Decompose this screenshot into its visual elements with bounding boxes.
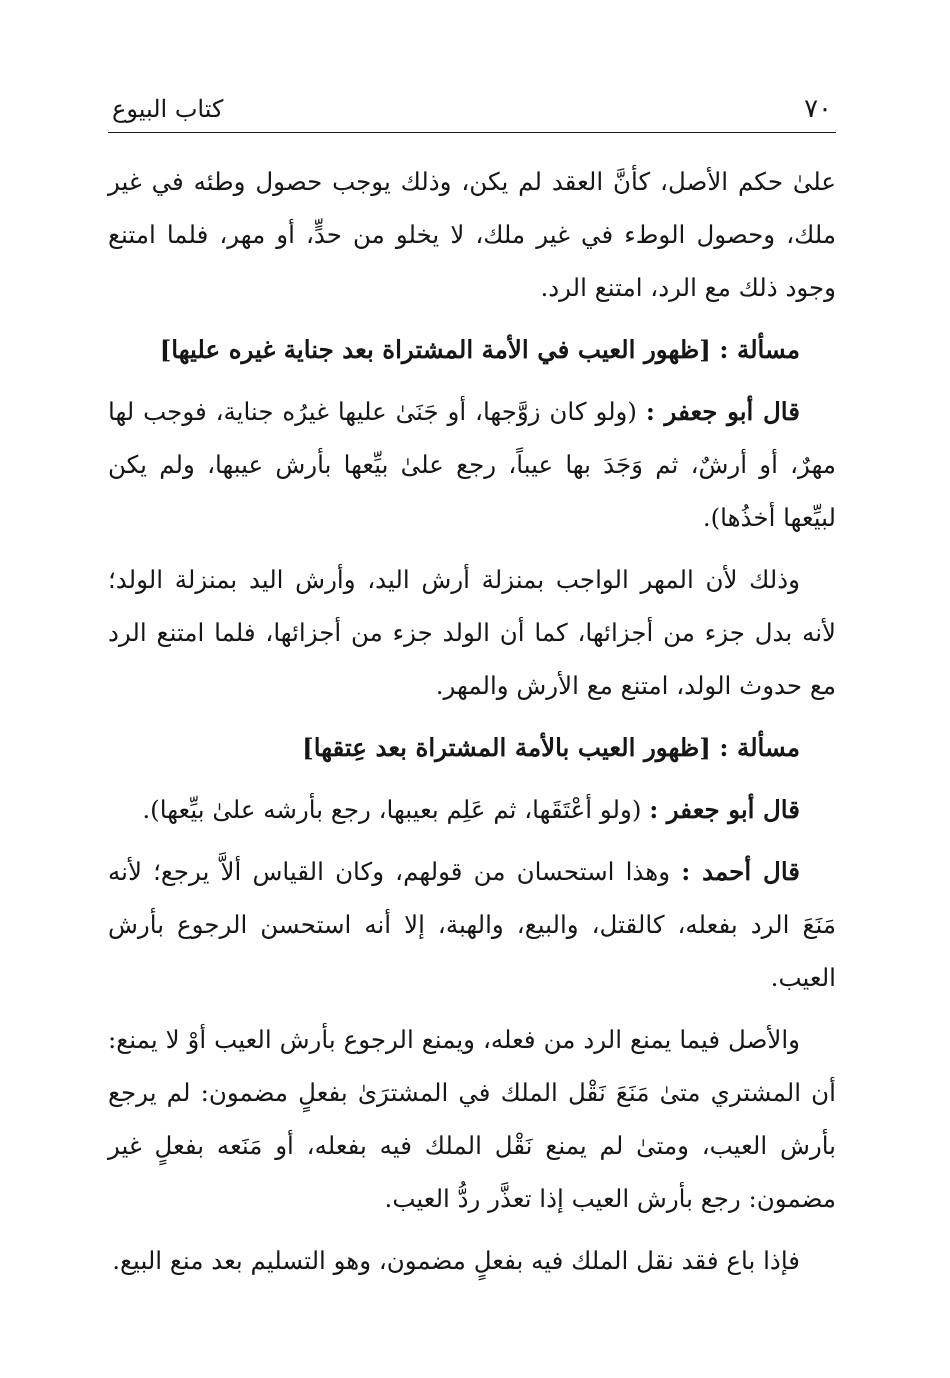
paragraph-3 (108, 553, 836, 712)
paragraph-7 (108, 1234, 836, 1287)
page-number: ٧٠ (804, 94, 832, 124)
paragraph-text: علىٰ حكم الأصل، كأنَّ العقد لم يكن، وذلك يوجب حصول وطئه في غير ملك، وحصول الوطء في غير ملك، لا يخلو من حدٍّ، أو مهر، فلما امتنع وجود ذلك مع الرد، امتنع الرد. (108, 167, 836, 302)
paragraph-text: والأصل فيما يمنع الرد من فعله، ويمنع الرجوع بأرش العيب أوْ لا يمنع: أن المشتري متىٰ مَنَعَ نَقْل الملك في المشترَىٰ بفعلٍ مضمون: لم يرجع بأرش العيب، ومتىٰ لم يمنع نَقْل الملك فيه بفعله، أو مَنَعه بفعلٍ غير مضمون: رجع بأرش العيب إذا تعذَّر ردُّ العيب. (108, 1025, 836, 1213)
speaker-label: قال أحمد : (681, 857, 800, 886)
book-title: كتاب البيوع (112, 95, 224, 123)
paragraph-6 (108, 1013, 836, 1225)
paragraph-text: وذلك لأن المهر الواجب بمنزلة أرش اليد، وأرش اليد بمنزلة الولد؛ لأنه بدل جزء من أجزائها، كما أن الولد جزء من أجزائها، فلما امتنع الرد مع حدوث الولد، امتنع مع الأرش والمهر. (108, 565, 836, 700)
paragraph-text: (ولو كان زوَّجها، أو جَنَىٰ عليها غيرُه جناية، فوجب لها مهرٌ، أو أرشٌ، ثم وَجَدَ بها عيباً، رجع علىٰ بيِّعها بأرش عيبها، ولم يكن لبيِّعها أخذُها). (108, 397, 836, 532)
running-header (108, 88, 836, 133)
book-page (108, 88, 836, 1296)
paragraph-text: وهذا استحسان من قولهم، وكان القياس ألاَّ يرجع؛ لأنه مَنَعَ الرد بفعله، كالقتل، والبيع، والهبة، إلا أنه استحسن الرجوع بأرش العيب. (108, 857, 836, 992)
section-heading-2: مسألة : [ظهور العيب بالأمة المشتراة بعد عِتقها] (302, 733, 800, 762)
speaker-label: قال أبو جعفر : (645, 397, 800, 426)
paragraph-5 (108, 845, 836, 1004)
body-text (108, 155, 836, 1287)
section-heading-1: مسألة : [ظهور العيب في الأمة المشتراة بعد جناية غيره عليها] (159, 335, 800, 364)
speaker-label: قال أبو جعفر : (649, 795, 800, 824)
paragraph-text: فإذا باع فقد نقل الملك فيه بفعلٍ مضمون، وهو التسليم بعد منع البيع. (112, 1246, 800, 1275)
paragraph-text: (ولو أعْتَقَها، ثم عَلِم بعيبها، رجع بأرشه علىٰ بيِّعها). (142, 795, 642, 824)
paragraph-1 (108, 155, 836, 314)
paragraph-2 (108, 385, 836, 544)
paragraph-4 (108, 783, 836, 836)
